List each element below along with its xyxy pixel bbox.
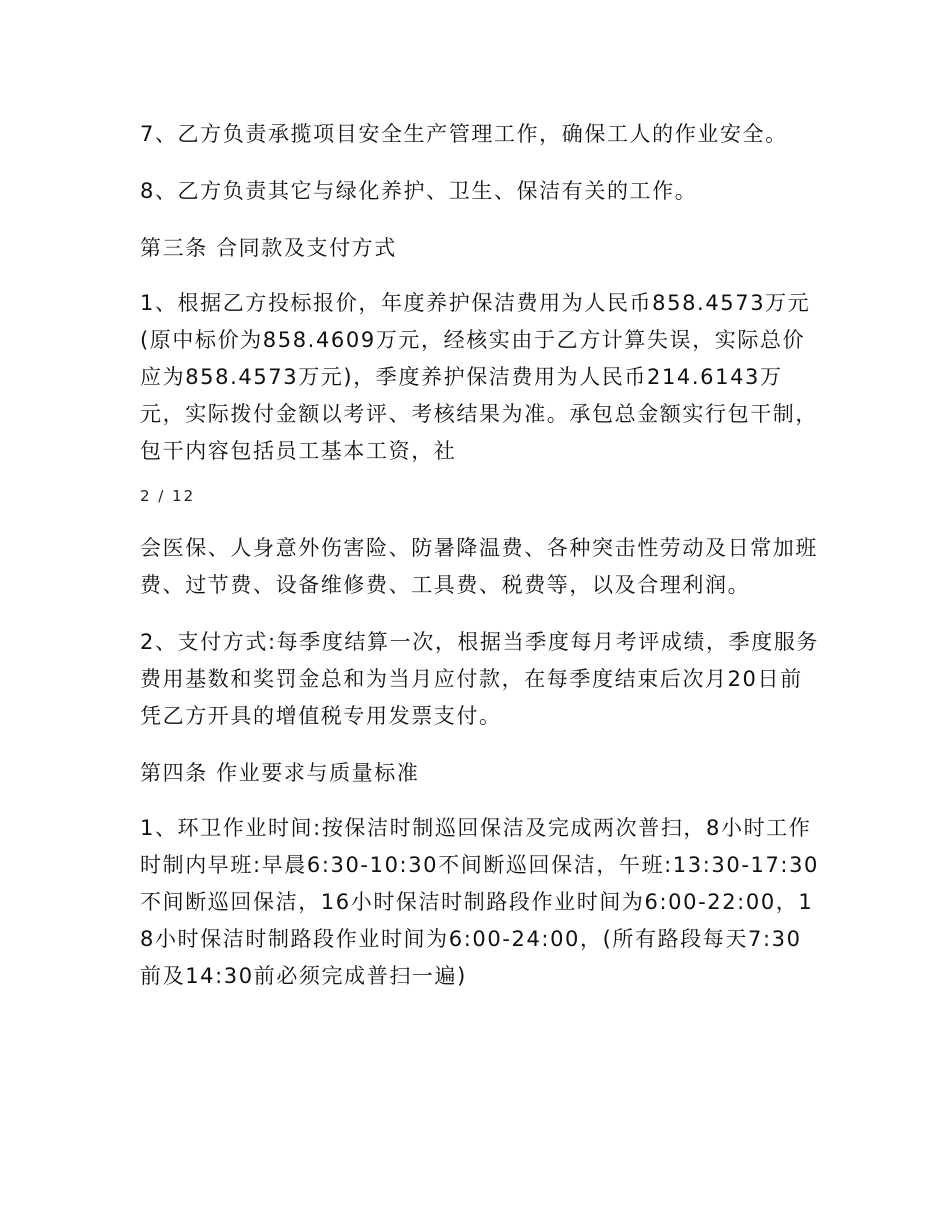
document-content xyxy=(140,116,820,1015)
paragraph-contract-price: 1、根据乙方投标报价，年度养护保洁费用为人民币858.4573万元(原中标价为858.4609万元，经核实由于乙方计算失误，实际总价应为858.4573万元)，季度养护保洁费用为人民币214.6143万元，实际拨付金额以考评、考核结果为准。承包总金额实行包干制，包干内容包括员工基本工资，社 xyxy=(140,291,818,463)
page-number: 2 / 12 xyxy=(140,487,196,505)
paragraph-clause-7: 7、乙方负责承揽项目安全生产管理工作，确保工人的作业安全。 xyxy=(140,122,788,146)
paragraph-work-hours: 1、环卫作业时间:按保洁时制巡回保洁及完成两次普扫，8小时工作时制内早班:早晨6:30-10:30不间断巡回保洁，午班:13:30-17:30不间断巡回保洁，16小时保洁时制路段作业时间为6:00-22:00，18小时保洁时制路段作业时间为6:00-24:00，(所有路段每天7:30前及14:30前必须完成普扫一遍) xyxy=(140,816,820,988)
section-heading-article-4: 第四条 作业要求与质量标准 xyxy=(140,761,420,785)
paragraph-contract-price-continued: 会医保、人身意外伤害险、防暑降温费、各种突击性劳动及日常加班费、过节费、设备维修费、工具费、税费等，以及合理利润。 xyxy=(140,536,818,597)
section-heading-article-3: 第三条 合同款及支付方式 xyxy=(140,236,397,260)
paragraph-clause-8: 8、乙方负责其它与绿化养护、卫生、保洁有关的工作。 xyxy=(140,179,698,203)
paragraph-payment-method: 2、支付方式:每季度结算一次，根据当季度每月考评成绩，季度服务费用基数和奖罚金总和为当月应付款，在每季度结束后次月20日前凭乙方开具的增值税专用发票支付。 xyxy=(140,630,820,728)
